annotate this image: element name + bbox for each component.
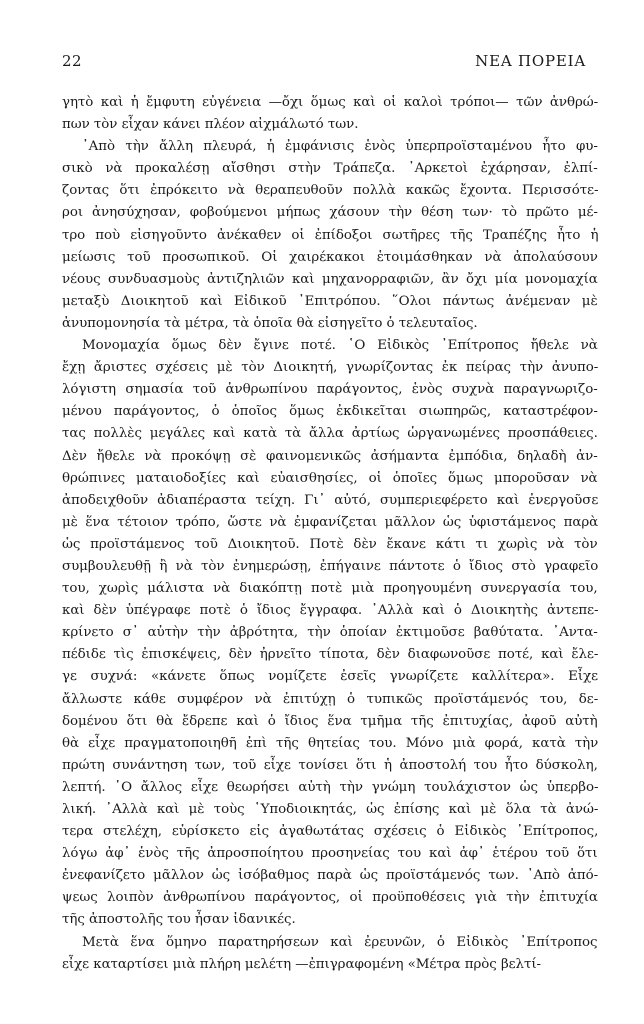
running-title: ΝΕΑ ΠΟΡΕΙΑ [475,52,586,70]
body-text [62,92,598,976]
text-line: ἐνεφανίζετο μᾶλλον ὡς ἰσόβαθμος παρὰ ὡς προϊστάμενός των. ᾿Απὸ ἀπό- [62,868,599,884]
text-line: εἶχε καταρτίσει μιὰ πλήρη μελέτη —ἐπιγραφομένη «Μέτρα πρὸς βελτί- [62,956,541,972]
text-line: Μετὰ ἕνα ὅμηνο παρατηρήσεων καὶ ἐρευνῶν, ὁ Εἰδικὸς ᾿Επίτροπος [82,934,598,950]
text-line: μεταξὺ Διοικητοῦ καὶ Εἰδικοῦ ᾿Επιτρόπου. ῞Ολοι πάντως ἀνέμεναν μὲ [62,293,598,309]
text-line: μένου παράγοντος, ὁ ὁποῖος ὅμως ἐκδικεῖται σιωπηρῶς, καταστρέφον- [62,404,598,420]
text-line: ἀποδειχθοῦν ἀδιαπέραστα τείχη. Γι᾿ αὐτό, συμπεριεφέρετο καὶ ἐνεργοῦσε [62,492,599,508]
text-line: τερα στελέχη, εὑρίσκετο εἰς ἀγαθωτάτας σχέσεις ὁ Εἰδικὸς ᾿Επίτροπος, [62,824,599,840]
text-line: μὲ ἕνα τέτοιον τρόπο, ὥστε νὰ ἐμφανίζεται μᾶλλον ὡς ὑφιστάμενος παρὰ [62,514,599,530]
text-line: πρώτη συνάντηση των, τοῦ εἶχε τονίσει ὅτι ἡ ἀποστολή του ἦτο δύσκολη, [62,757,598,773]
text-line: λόγιστη σημασία τοῦ ἀνθρωπίνου παράγοντος, ἑνὸς συχνὰ παραγνωριζο- [62,382,598,398]
page-number: 22 [62,52,83,70]
text-line: γητὸ καὶ ἡ ἔμφυτη εὐγένεια —ὄχι ὅμως καὶ οἱ καλοὶ τρόποι— τῶν ἀνθρώ- [62,95,599,110]
text-line: νέους συνδυασμοὺς ἀντιζηλιῶν καὶ μηχανορραφιῶν, ἂν ὄχι μία μονομαχία [62,271,598,287]
text-line: τῆς ἀποστολῆς του ἦσαν ἰδανικές. [62,912,296,928]
text-line: κρίνετο σ᾿ αὐτὴν τὴν ἀβρότητα, τὴν ὁποίαν ἐκτιμοῦσε βαθύτατα. ᾿Αντα- [62,625,598,641]
text-line: ζοντας ὅτι ἐπρόκειτο νὰ θεραπευθοῦν πολλὰ κακῶς ἔχοντα. Περισσότε- [62,183,599,199]
text-line: συμβουλευθῇ ἢ νὰ τὸν ἐνημερώσῃ, ἐπήγαινε πάντοτε ὁ ἴδιος στὸ γραφεῖο [62,558,599,574]
text-line: Δὲν ἤθελε νὰ προκόψῃ σὲ φαινομενικῶς ἀσήμαντα ἐμπόδια, δηλαδὴ ἀν- [62,448,598,464]
text-line: ροι ἀνησύχησαν, φοβούμενοι μήπως χάσουν τὴν θέση των· τὸ πρῶτο μέ- [62,205,598,221]
text-line: δομένου ὅτι θὰ ἔδρεπε καὶ ὁ ἴδιος ἕνα τμῆμα τῆς ἐπιτυχίας, ἀφοῦ αὐτὴ [62,713,598,729]
text-line: θρώπινες ματαιοδοξίες καὶ εὐαισθησίες, οἱ ὁποῖες ὅμως μποροῦσαν νὰ [62,470,598,486]
text-line: λεπτή. ῾Ο ἄλλος εἶχε θεωρήσει αὐτὴ τὴν γνώμη τουλάχιστον ὡς ὑπερβο- [62,779,599,795]
page-header [62,52,586,72]
text-line: λική. ᾿Αλλὰ καὶ μὲ τοὺς ῾Υποδιοικητάς, ὡς ἐπίσης καὶ μὲ ὅλα τὰ ἀνώ- [62,802,599,817]
text-line: τας πολλὲς μεγάλες καὶ κατὰ τὰ ἄλλα ἀρτίως ὡργανωμένες προσπάθειες. [62,426,598,442]
text-line: πέδιδε τὶς ἐπισκέψεις, δὲν ἠρνεῖτο τίποτα, δὲν διαφωνοῦσε ποτέ, καὶ ἔλε- [62,647,599,663]
text-line: ᾿Απὸ τὴν ἄλλη πλευρά, ἡ ἐμφάνισις ἑνὸς ὑπερπροϊσταμένου ἦτο φυ- [82,139,598,155]
text-line: ψεως λοιπὸν ἀνθρωπίνου παράγοντος, οἱ προϋποθέσεις γιὰ τὴν ἐπιτυχία [62,890,598,906]
text-line: θὰ εἶχε πραγματοποιηθῆ ἐπὶ τῆς θητείας του. Μόνο μιὰ φορά, κατὰ τὴν [62,735,599,751]
text-line: πων τὸν εἶχαν κάνει πλέον αἰχμάλωτό των. [62,117,359,133]
text-line: μείωσις τοῦ προσωπικοῦ. Οἱ χαιρέκακοι ἑτοιμάσθηκαν νὰ ἀπολαύσουν [62,249,598,265]
text-line: ὡς προϊστάμενος τοῦ Διοικητοῦ. Ποτὲ δὲν ἔκανε κάτι τι χωρὶς νὰ τὸν [62,536,598,552]
text-line: σικὸ νὰ προκαλέσῃ αἴσθησι στὴν Τράπεζα. ᾿Αρκετοὶ ἐχάρησαν, ἐλπί- [62,161,598,177]
text-line: λόγω ἀφ᾿ ἑνὸς τῆς ἀπροσποίητου προσηνείας του καὶ ἀφ᾿ ἑτέρου τοῦ ὅτι [62,846,598,862]
text-line: του, χωρὶς μάλιστα νὰ διακόπτῃ ποτὲ μιὰ προηγουμένη συνεργασία του, [62,581,598,597]
text-line: Μονομαχία ὅμως δὲν ἔγινε ποτέ. ῾Ο Εἰδικὸς ᾿Επίτροπος ἤθελε νὰ [82,338,598,354]
text-line: ἔχῃ ἄριστες σχέσεις μὲ τὸν Διοικητή, γνωρίζοντας ἐκ πείρας τὴν ἀνυπο- [62,360,599,376]
text-line: καὶ δὲν ὑπέγραφε ποτὲ ὁ ἴδιος ἔγγραφα. ᾿Αλλὰ καὶ ὁ Διοικητὴς ἀντεπε- [62,603,599,619]
text-line: γε συχνά: «κάνετε ὅπως νομίζετε ἐσεῖς γνωρίζετε καλλίτερα». Εἶχε [62,669,599,685]
text-line: ἄλλωστε κάθε συμφέρον νὰ ἐπιτύχῃ ὁ τυπικῶς προϊστάμενός του, δε- [62,691,599,707]
text-line: ἀνυπομονησία τὰ μέτρα, τὰ ὁποῖα θὰ εἰσηγεῖτο ὁ τελευταῖος. [62,315,478,331]
text-line: τρο ποὺ εἰσηγοῦντο ἀνέκαθεν οἱ ἐπίδοξοι σωτῆρες τῆς Τραπέζης ἦτο ἡ [62,227,599,243]
